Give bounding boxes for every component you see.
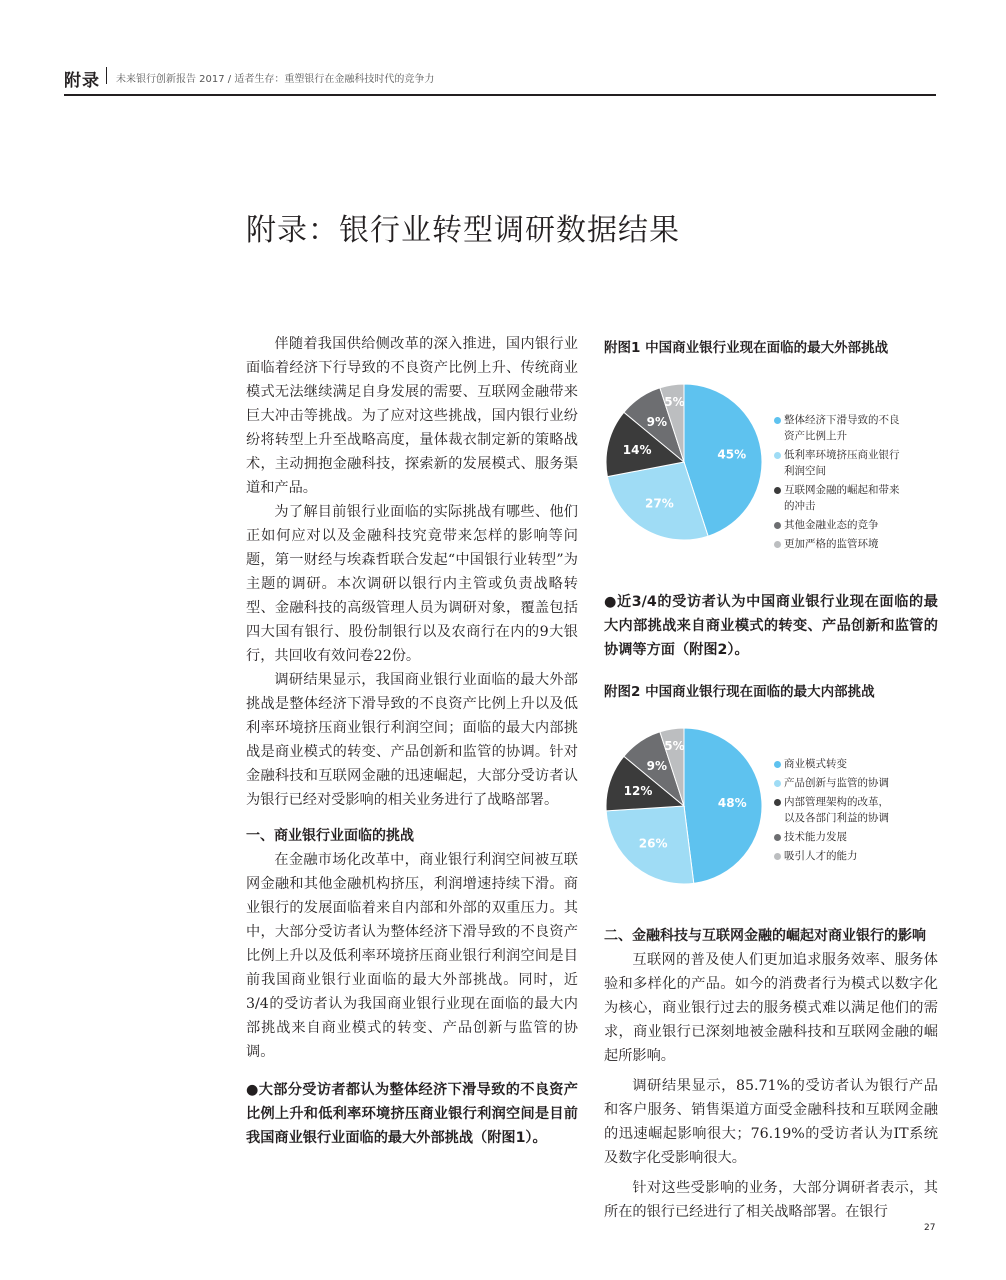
legend-swatch — [774, 799, 781, 806]
right-column — [604, 338, 938, 1224]
paragraph-intro: 伴随着我国供给侧改革的深入推进，国内银行业面临着经济下行导致的不良资产比例上升、传统商业模式无法继续满足自身发展的需要、互联网金融带来巨大冲击等挑战。为了应对这些挑战，国内银行业纷纷将转型上升至战略高度，量体裁衣制定新的策略战术，主动拥抱金融科技，探索新的发展模式、服务渠道和产品。 — [246, 336, 578, 496]
legend-item: 技术能力发展 — [774, 829, 944, 845]
legend-swatch — [774, 780, 781, 787]
pie-slice-label: 9% — [646, 415, 668, 430]
legend-swatch — [774, 541, 781, 548]
pie-slice-label: 27% — [645, 496, 674, 511]
legend-item: 商业模式转变 — [774, 756, 944, 772]
pie-slice-label: 5% — [664, 738, 685, 753]
pie-slice-label: 12% — [623, 784, 653, 799]
figure1-pie-svg — [604, 364, 774, 564]
paragraph-fintech-3: 针对这些受影响的业务，大部分调研者表示，其所在的银行已经进行了相关战略部署。在银行 — [604, 1180, 938, 1220]
figure1-title: 附图1 中国商业银行业现在面临的最大外部挑战 — [604, 340, 889, 356]
figure1-legend — [774, 412, 944, 555]
legend-item: 吸引人才的能力 — [774, 848, 944, 864]
header-running-title: 未来银行创新报告 2017 / 适者生存：重塑银行在金融科技时代的竞争力 — [116, 74, 435, 85]
legend-item: 内部管理架构的改革， 以及各部门利益的协调 — [774, 794, 944, 826]
paragraph-fintech-1: 互联网的普及使人们更加追求服务效率、服务体验和多样化的产品。如今的消费者行为模式以数字化为核心，商业银行过去的服务模式难以满足他们的需求，商业银行已深刻地被金融科技和互联网金融的崛起所影响。 — [604, 952, 938, 1064]
section-heading-fintech-impact: 二、金融科技与互联网金融的崛起对商业银行的影响 — [604, 928, 926, 944]
pie-slice-label: 14% — [622, 442, 652, 457]
figure2-title: 附图2 中国商业银行现在面临的最大内部挑战 — [604, 684, 875, 700]
legend-item: 整体经济下滑导致的不良 资产比例上升 — [774, 412, 944, 444]
figure2-pie-chart — [604, 708, 938, 908]
bullet-internal-challenge: ●近3/4的受访者认为中国商业银行业现在面临的最大内部挑战来自商业模式的转变、产品创新和监管的协调等方面（附图2）。 — [604, 594, 938, 658]
section-heading-challenges: 一、商业银行业面临的挑战 — [246, 828, 414, 844]
legend-swatch — [774, 487, 781, 494]
paragraph-challenges: 在金融市场化改革中，商业银行利润空间被互联网金融和其他金融机构挤压，利润增速持续下滑。商业银行的发展面临着来自内部和外部的双重压力。其中，大部分受访者认为整体经济下滑导致的不良资产比例上升以及低利率环境挤压商业银行利润空间是目前我国商业银行业面临的最大外部挑战。同时，近3/4的受访者认为我国商业银行业现在面临的最大内部挑战来自商业模式的转变、产品创新与监管的协调。 — [246, 852, 578, 1060]
pie-slice-label: 5% — [664, 394, 685, 409]
legend-swatch — [774, 452, 781, 459]
legend-item: 产品创新与监管的协调 — [774, 775, 944, 791]
legend-item: 互联网金融的崛起和带来 的冲击 — [774, 482, 944, 514]
legend-swatch — [774, 761, 781, 768]
header-section-label: 附录 — [64, 71, 100, 91]
pie-slice-label: 45% — [717, 447, 747, 462]
figure2-legend — [774, 756, 944, 867]
paragraph-results: 调研结果显示，我国商业银行业面临的最大外部挑战是整体经济下滑导致的不良资产比例上升以及低利率环境挤压商业银行利润空间；面临的最大内部挑战是商业模式的转变、产品创新和监管的协调。针对金融科技和互联网金融的迅速崛起，大部分受访者认为银行已经对受影响的相关业务进行了战略部署。 — [246, 672, 578, 808]
legend-swatch — [774, 834, 781, 841]
figure2-pie-svg — [604, 708, 774, 908]
page-number: 27 — [924, 1223, 936, 1233]
bullet-external-challenge: ●大部分受访者都认为整体经济下滑导致的不良资产比例上升和低利率环境挤压商业银行利润空间是目前我国商业银行业面临的最大外部挑战（附图1）。 — [246, 1082, 578, 1146]
legend-swatch — [774, 853, 781, 860]
pie-slice-label: 48% — [717, 795, 747, 810]
paragraph-fintech-2: 调研结果显示，85.71%的受访者认为银行产品和客户服务、销售渠道方面受金融科技和互联网金融的迅速崛起影响很大；76.19%的受访者认为IT系统及数字化受影响很大。 — [604, 1078, 938, 1166]
legend-swatch — [774, 417, 781, 424]
legend-item: 低利率环境挤压商业银行 利润空间 — [774, 447, 944, 479]
pie-slice-label: 9% — [646, 759, 668, 774]
page-header — [64, 66, 936, 96]
legend-item: 更加严格的监管环境 — [774, 536, 944, 552]
legend-item: 其他金融业态的竞争 — [774, 517, 944, 533]
page-title: 附录：银行业转型调研数据结果 — [246, 213, 680, 248]
left-column — [246, 332, 578, 1150]
header-divider — [106, 67, 107, 84]
pie-slice-label: 26% — [638, 836, 668, 851]
figure1-pie-chart — [604, 364, 938, 564]
paragraph-survey: 为了解目前银行业面临的实际挑战有哪些、他们正如何应对以及金融科技究竟带来怎样的影响等问题，第一财经与埃森哲联合发起“中国银行业转型”为主题的调研。本次调研以银行内主管或负责战略转型、金融科技的高级管理人员为调研对象，覆盖包括四大国有银行、股份制银行以及农商行在内的9大银行，共回收有效问卷22份。 — [246, 504, 578, 664]
legend-swatch — [774, 522, 781, 529]
